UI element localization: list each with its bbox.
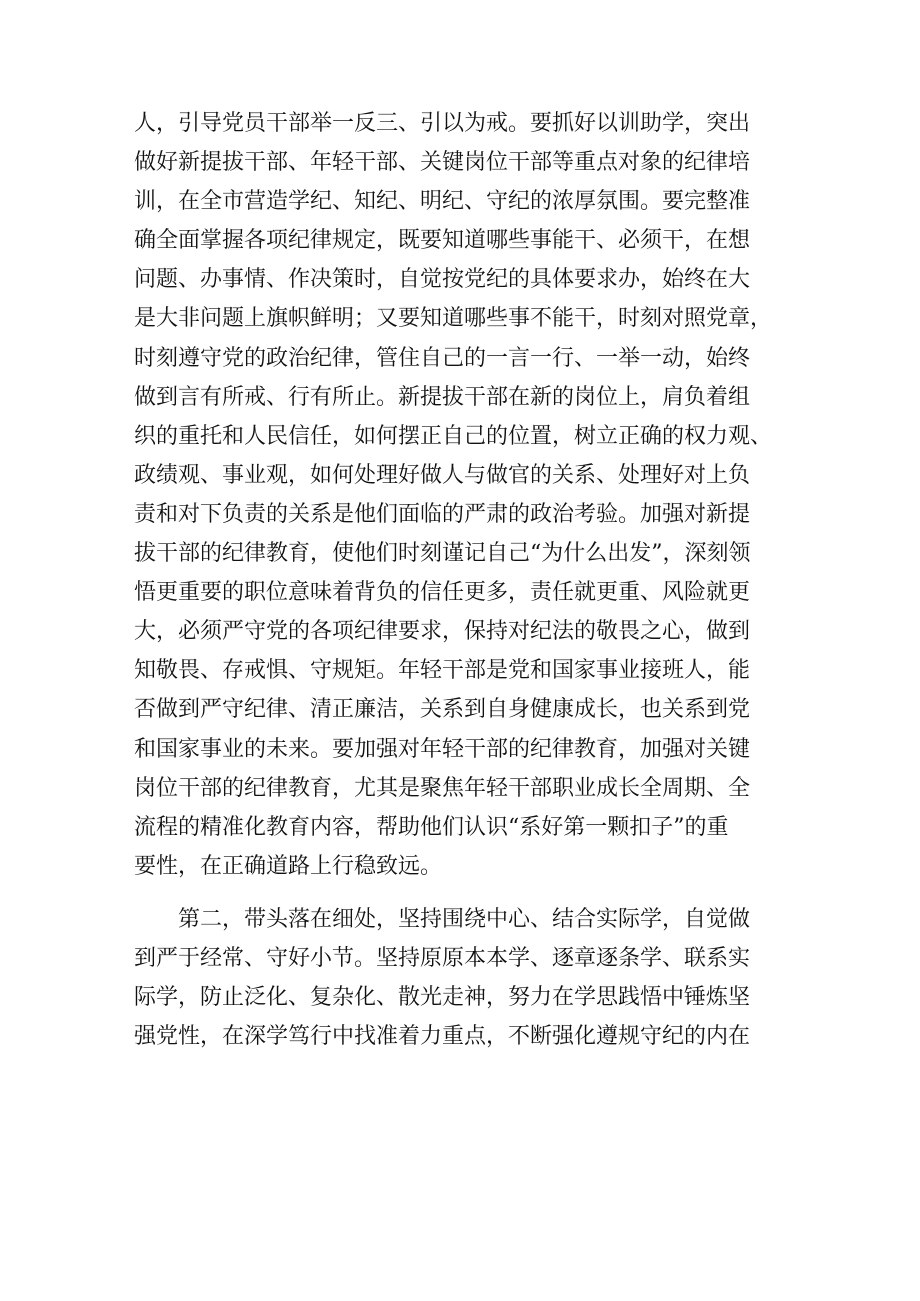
paragraph-1 bbox=[134, 104, 798, 886]
text-line: 大，必须严守党的各项纪律要求，保持对纪法的敬畏之心，做到 bbox=[134, 619, 751, 645]
text-line: 政绩观、事业观，如何处理好做人与做官的关系、处理好对上负 bbox=[134, 462, 751, 488]
document-page bbox=[134, 104, 798, 1056]
text-line: 人，引导党员干部举一反三、引以为戒。要抓好以训助学，突出 bbox=[134, 111, 751, 136]
text-line: 时刻遵守党的政治纪律，管住自己的一言一行、一举一动，始终 bbox=[134, 345, 751, 371]
text-line: 拔干部的纪律教育，使他们时刻谨记自己“为什么出发”，深刻领 bbox=[134, 541, 751, 567]
text-line: 流程的精准化教育内容，帮助他们认识“系好第一颗扣子”的重 bbox=[134, 814, 729, 840]
text-line: 和国家事业的未来。要加强对年轻干部的纪律教育，加强对关键 bbox=[134, 736, 751, 762]
paragraph-2 bbox=[134, 900, 798, 1056]
text-line: 岗位干部的纪律教育，尤其是聚焦年轻干部职业成长全周期、全 bbox=[134, 775, 751, 801]
text-line: 问题、办事情、作决策时，自觉按党纪的具体要求办，始终在大 bbox=[134, 267, 751, 293]
text-line: 训，在全市营造学纪、知纪、明纪、守纪的浓厚氛围。要完整准 bbox=[134, 189, 751, 215]
text-line: 要性，在正确道路上行稳致远。 bbox=[134, 853, 443, 879]
text-line: 否做到严守纪律、清正廉洁，关系到自身健康成长，也关系到党 bbox=[134, 697, 751, 723]
text-line: 强党性，在深学笃行中找准着力重点，不断强化遵规守纪的内在 bbox=[134, 1024, 751, 1050]
text-line: 责和对下负责的关系是他们面临的严肃的政治考验。加强对新提 bbox=[134, 501, 751, 527]
text-line: 第二，带头落在细处，坚持围绕中心、结合实际学，自觉做 bbox=[134, 906, 751, 932]
text-line: 际学，防止泛化、复杂化、散光走神，努力在学思践悟中锤炼坚 bbox=[134, 985, 751, 1011]
text-line: 织的重托和人民信任，如何摆正自己的位置，树立正确的权力观、 bbox=[134, 423, 773, 449]
text-line: 悟更重要的职位意味着背负的信任更多，责任就更重、风险就更 bbox=[134, 580, 751, 606]
text-line: 是大非问题上旗帜鲜明；又要知道哪些事不能干，时刻对照党章， bbox=[134, 306, 773, 332]
text-line: 做到言有所戒、行有所止。新提拔干部在新的岗位上，肩负着组 bbox=[134, 384, 751, 410]
text-line: 知敬畏、存戒惧、守规矩。年轻干部是党和国家事业接班人，能 bbox=[134, 658, 751, 684]
text-line: 做好新提拔干部、年轻干部、关键岗位干部等重点对象的纪律培 bbox=[134, 150, 751, 176]
text-line: 确全面掌握各项纪律规定，既要知道哪些事能干、必须干，在想 bbox=[134, 228, 751, 254]
paragraph-gap bbox=[134, 886, 798, 900]
text-line: 到严于经常、守好小节。坚持原原本本学、逐章逐条学、联系实 bbox=[134, 945, 751, 971]
